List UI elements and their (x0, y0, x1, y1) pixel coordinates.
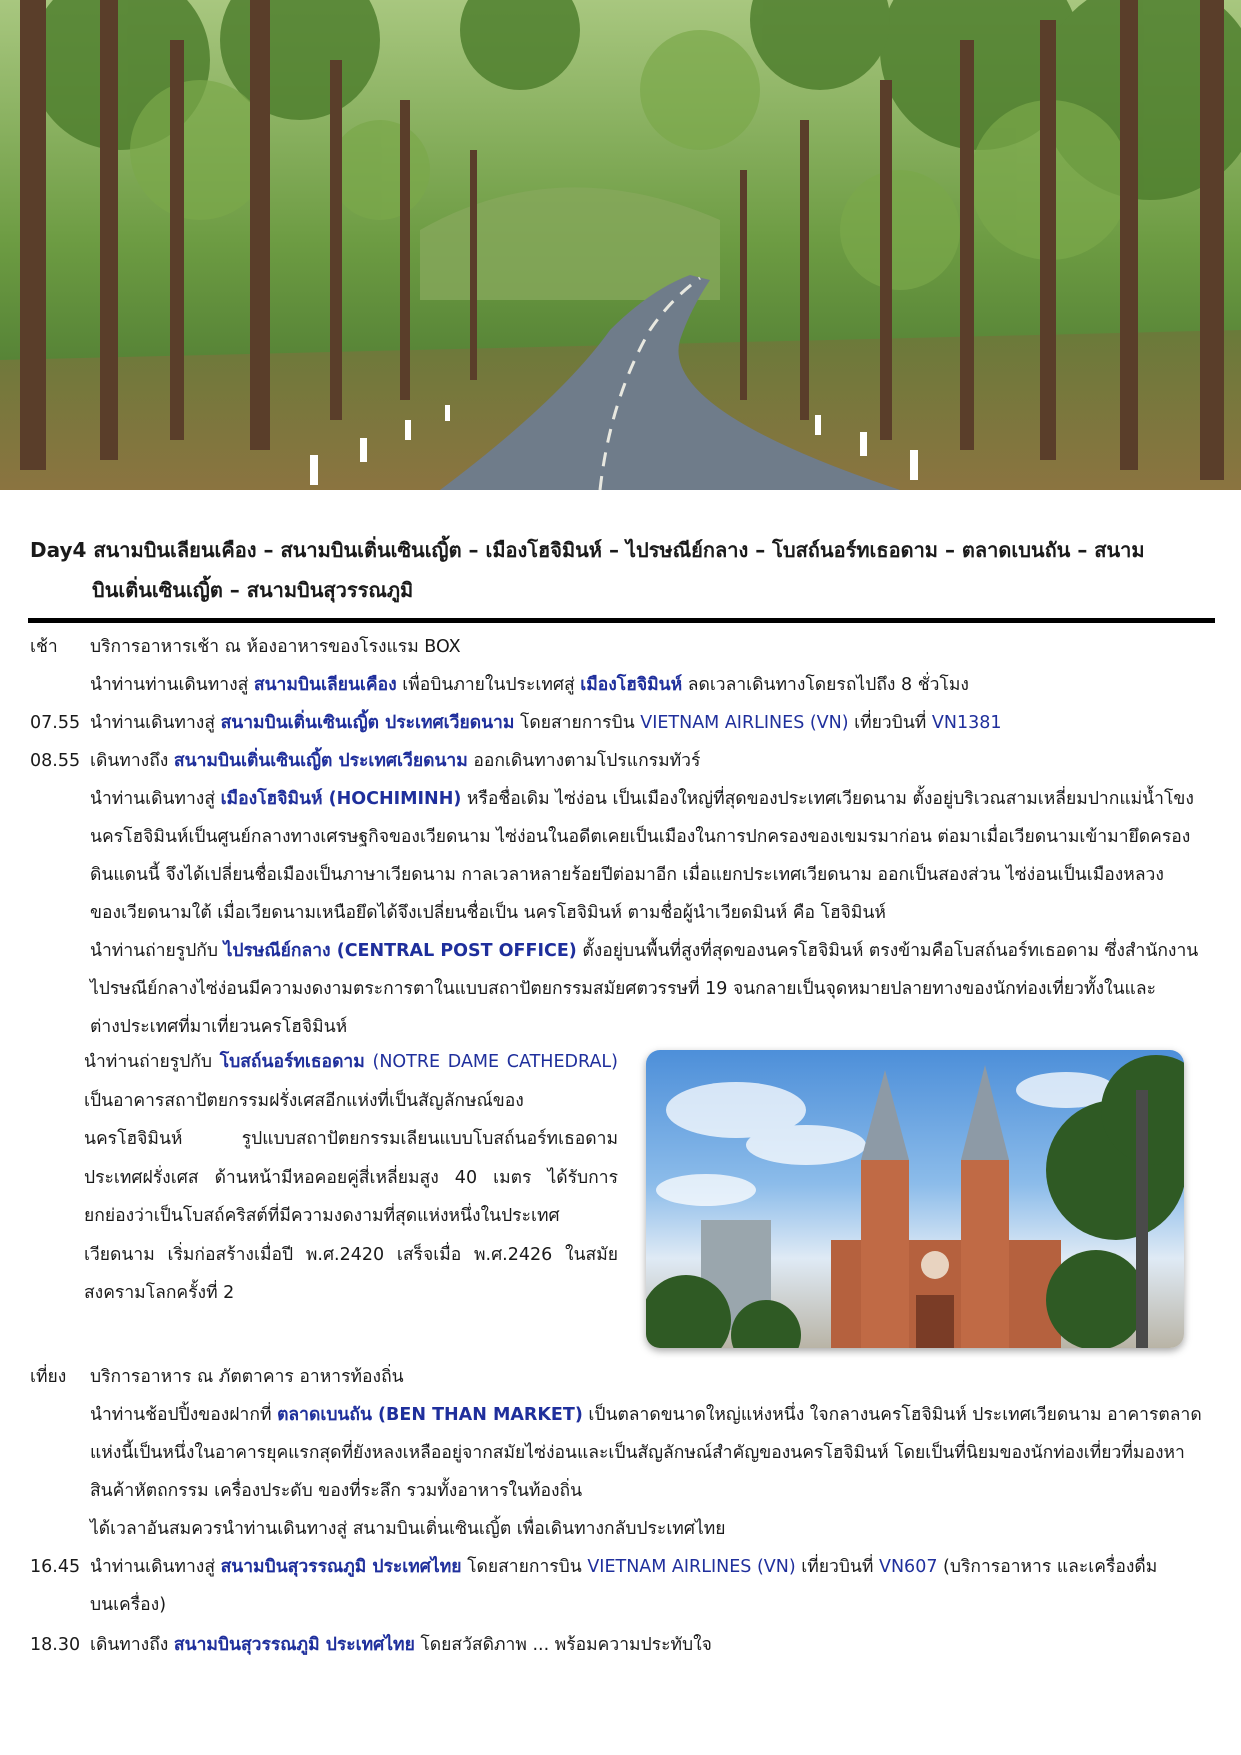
airline-name: VIETNAM AIRLINES (VN) (640, 713, 849, 733)
place-highlight: สนามบินเลียนเคือง (253, 675, 397, 695)
schedule-text (90, 704, 1210, 742)
hero-forest-road-photo (0, 0, 1241, 490)
text: (บริการอาหาร และเครื่องดื่ม (937, 1557, 1158, 1577)
text-line: ของเวียดนามใต้ เมื่อเวียดนามเหนือยึดได้จึงเปลี่ยนชื่อเป็น นครโฮจิมินห์ ตามชื่อผู้นำเวียดมินห์ คือ โฮจิมินห์ (90, 903, 886, 923)
place-highlight: เมืองโฮจิมินห์ (580, 675, 683, 695)
day-title (30, 530, 1215, 610)
text: เดินทางถึง (90, 1635, 174, 1655)
text-line: นครโฮจิมินห์เป็นศูนย์กลางทางเศรษฐกิจของเวียดนาม ไซ่ง่อนในอดีตเคยเป็นเมืองในการปกครองของเขมรมาก่อน ต่อมาเมื่อเวียดนามเข้ามายึดครอง (90, 827, 1191, 847)
text: เพื่อบินภายในประเทศสู่ (396, 675, 581, 695)
text: นำท่านเดินทางสู่ (90, 789, 221, 809)
text: โดยสายการบิน (514, 713, 641, 733)
text: ลดเวลาเดินทางโดยรถไปถึง 8 ชั่วโมง (682, 675, 969, 695)
day-title-line2: บินเติ่นเซินเญิ้ต – สนามบินสุวรรณภูมิ (92, 578, 414, 602)
post-office-paragraph (90, 932, 1215, 1046)
cathedral-illustration (646, 1050, 1184, 1348)
text: โดยสวัสดิภาพ ... พร้อมความประทับใจ (414, 1635, 712, 1655)
text: เที่ยวบินที่ (848, 713, 932, 733)
schedule-text: บริการอาหาร ณ ภัตตาคาร อาหารท้องถิ่น (90, 1367, 404, 1387)
text: นำท่านช้อปปิ้งของฝากที่ (90, 1405, 278, 1425)
text: นำท่านท่านเดินทางสู่ (90, 675, 254, 695)
text: นำท่านถ่ายรูปกับ (90, 941, 224, 961)
place-highlight: ตลาดเบนถัน (BEN THAN MARKET) (277, 1405, 583, 1425)
place-highlight: โบสถ์นอร์ทเธอดาม (219, 1052, 365, 1072)
forest-road-illustration (0, 0, 1241, 490)
day-title-line1: Day4 สนามบินเลียนเคือง – สนามบินเติ่นเซินเญิ้ต – เมืองโฮจิมินห์ – ไปรษณีย์กลาง – โบสถ์นอร์ทเธอดาม – ตลาดเบนถัน – สนาม (30, 538, 1145, 562)
place-highlight: เมืองโฮจิมินห์ (HOCHIMINH) (220, 789, 462, 809)
notre-dame-cathedral-photo (646, 1050, 1184, 1348)
time-label: เช้า (30, 637, 58, 657)
time-label: เที่ยง (30, 1367, 67, 1387)
place-highlight: สนามบินเติ่นเซินเญิ้ต ประเทศเวียดนาม (220, 713, 515, 733)
text: ตั้งอยู่บนพื้นที่สูงที่สุดของนครโฮจิมินห์ ตรงข้ามคือโบสถ์นอร์ทเธอดาม ซึ่งสำนักงาน (576, 941, 1199, 961)
place-highlight: ไปรษณีย์กลาง (CENTRAL POST OFFICE) (223, 941, 577, 961)
schedule-text: บริการอาหารเช้า ณ ห้องอาหารของโรงแรม BOX (90, 637, 461, 657)
text: นำท่านถ่ายรูปกับ (84, 1052, 220, 1072)
place-highlight: สนามบินเติ่นเซินเญิ้ต ประเทศเวียดนาม (173, 751, 468, 771)
text-line: ต่างประเทศที่มาเที่ยวนครโฮจิมินห์ (90, 1017, 348, 1037)
schedule-text (90, 742, 1210, 780)
time-label: 08.55 (30, 751, 81, 771)
airline-name: VIETNAM AIRLINES (VN) (587, 1557, 796, 1577)
transfer-paragraph (90, 666, 1215, 704)
hochiminh-paragraph (90, 780, 1215, 932)
market-paragraph (90, 1396, 1215, 1548)
text: เป็นตลาดขนาดใหญ่แห่งหนึ่ง ใจกลางนครโฮจิมินห์ ประเทศเวียดนาม อาคารตลาด (582, 1405, 1202, 1425)
text: โดยสายการบิน (461, 1557, 588, 1577)
notre-dame-paragraph (84, 1043, 618, 1313)
text-line: ดินแดนนี้ จึงได้เปลี่ยนชื่อเมืองเป็นภาษาเวียดนาม กาลเวลาหลายร้อยปีต่อมาอีก เมื่อแยกประเทศเวียดนาม ออกเป็นสองส่วน ไซ่ง่อนเป็นเมืองหลวง (90, 865, 1164, 885)
place-highlight: สนามบินสุวรรณภูมิ ประเทศไทย (220, 1557, 462, 1577)
flight-number: VN607 (879, 1557, 938, 1577)
time-label: 16.45 (30, 1557, 81, 1577)
text-line: สินค้าหัตถกรรม เครื่องประดับ ของที่ระลึก รวมทั้งอาหารในท้องถิ่น (90, 1481, 583, 1501)
text: เป็นอาคารสถาปัตยกรรมฝรั่งเศสอีกแห่งที่เป็นสัญลักษณ์ของนครโฮจิมินห์ รูปแบบสถาปัตยกรรมเลียนแบบโบสถ์นอร์ทเธอดามประเทศฝรั่งเศส ด้านหน้ามีหอคอยคู่สี่เหลี่ยมสูง 40 เมตร ได้รับการยกย่องว่าเป็นโบสถ์คริสต์ที่มีความงดงามที่สุดแห่งหนึ่งในประเทศเวียดนาม เริ่มก่อสร้างเมื่อปี พ.ศ.2420 เสร็จเมื่อ พ.ศ.2426 ในสมัยสงครามโลกครั้งที่ 2 (84, 1090, 618, 1303)
text: เที่ยวบินที่ (795, 1557, 879, 1577)
text: นำท่านเดินทางสู่ (90, 713, 221, 733)
text: หรือชื่อเดิม ไซ่ง่อน เป็นเมืองใหญ่ที่สุดของประเทศเวียดนาม ตั้งอยู่บริเวณสามเหลี่ยมปากแม่น้ำโขง (461, 789, 1194, 809)
text-line: ได้เวลาอันสมควรนำท่านเดินทางสู่ สนามบินเติ่นเซินเญิ้ต เพื่อเดินทางกลับประเทศไทย (90, 1519, 726, 1539)
text: นำท่านเดินทางสู่ (90, 1557, 221, 1577)
time-label: 07.55 (30, 713, 81, 733)
text: เดินทางถึง (90, 751, 174, 771)
schedule-text (90, 1548, 1210, 1624)
text-line: แห่งนี้เป็นหนึ่งในอาคารยุคแรกสุดที่ยังหลงเหลืออยู่จากสมัยไซ่ง่อนและเป็นสัญลักษณ์สำคัญของนครโฮจิมินห์ โดยเป็นที่นิยมของนักท่องเที่ยวที่มองหา (90, 1443, 1185, 1463)
time-label: 18.30 (30, 1635, 81, 1655)
heading-divider (28, 618, 1215, 623)
text-line: ไปรษณีย์กลางไซ่ง่อนมีความงดงามตระการตาในแบบสถาปัตยกรรมสมัยศตวรรษที่ 19 จนกลายเป็นจุดหมายปลายทางของนักท่องเที่ยวทั้งในและ (90, 979, 1156, 999)
place-english: (NOTRE DAME CATHEDRAL) (364, 1052, 618, 1072)
place-highlight: สนามบินสุวรรณภูมิ ประเทศไทย (173, 1635, 415, 1655)
schedule-text (90, 1626, 1210, 1664)
flight-number: VN1381 (931, 713, 1002, 733)
text: ออกเดินทางตามโปรแกรมทัวร์ (467, 751, 701, 771)
text: บนเครื่อง) (90, 1595, 167, 1615)
